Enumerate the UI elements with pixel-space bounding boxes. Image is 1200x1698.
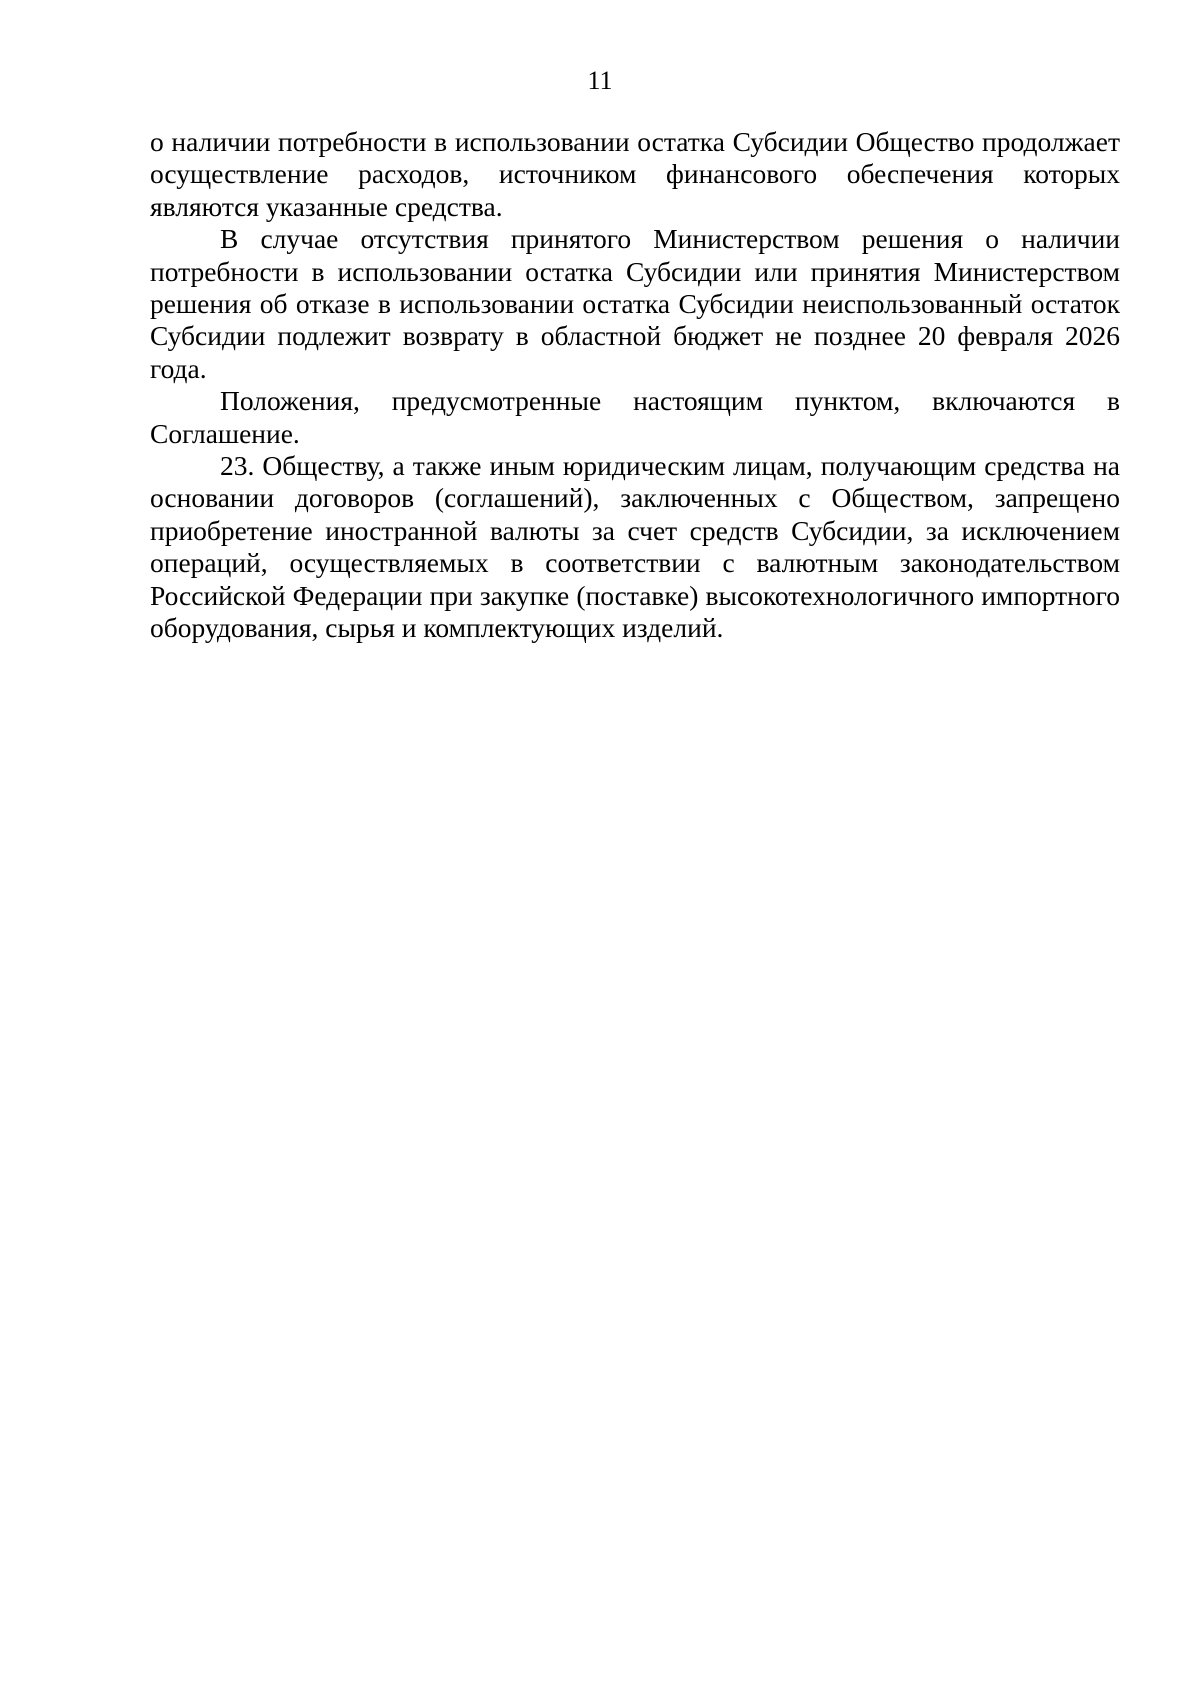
paragraph-residual-return: В случае отсутствия принятого Министерством решения о наличии потребности в использовании остатка Субсидии или принятия Министерством решения об отказе в использовании остатка Субсидии неиспользованный остаток Субсидии подлежит возврату в областной бюджет не позднее 20 февраля 2026 года. [150,223,1120,384]
document-body [150,126,1120,645]
paragraph-agreement-provisions: Положения, предусмотренные настоящим пунктом, включаются в Соглашение. [150,385,1120,449]
paragraph-item-23: 23. Обществу, а также иным юридическим лицам, получающим средства на основании договоров (соглашений), заключенных с Обществом, запрещено приобретение иностранной валюты за счет средств Субсидии, за исключением операций, осуществляемых в соответствии с валютным законодательством Российской Федерации при закупке (поставке) высокотехнологичного импортного оборудования, сырья и комплектующих изделий. [150,450,1120,644]
page-number: 11 [587,66,613,95]
paragraph-continuation: о наличии потребности в использовании остатка Субсидии Общество продолжает осуществление расходов, источником финансового обеспечения которых являются указанные средства. [150,126,1120,222]
